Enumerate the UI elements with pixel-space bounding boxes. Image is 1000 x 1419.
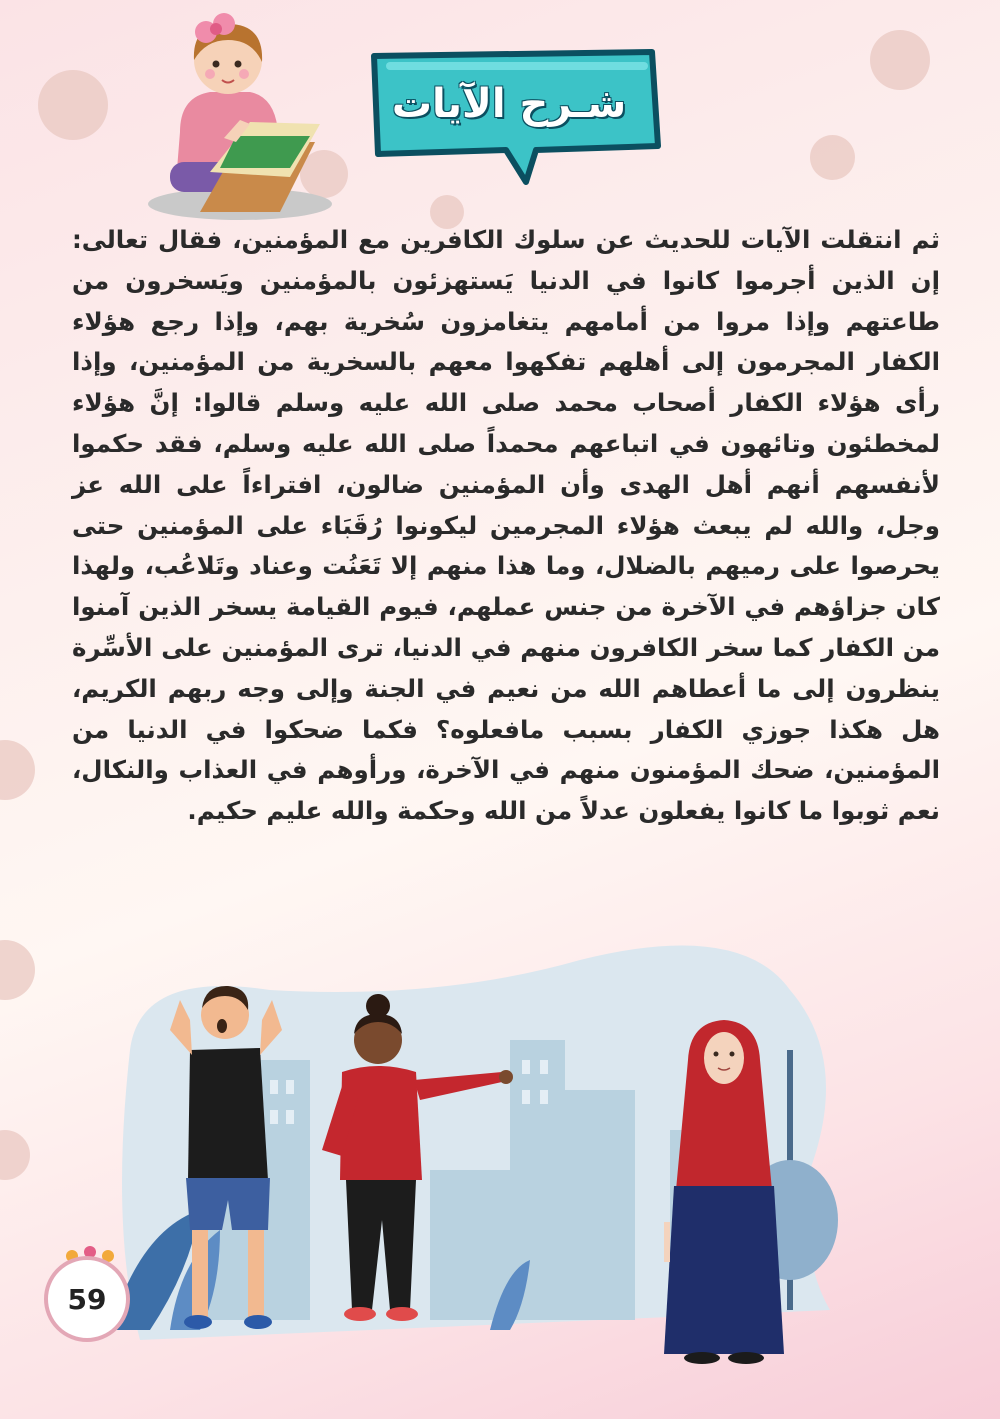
- page-number: 59: [44, 1256, 130, 1342]
- decor-dot: [0, 1130, 30, 1180]
- girl-reading-quran-illustration: [140, 12, 340, 222]
- decor-dot: [870, 30, 930, 90]
- page-title: شـرح الآيات: [391, 81, 627, 127]
- decor-dot: [810, 135, 855, 180]
- explanation-text: [72, 220, 940, 832]
- paragraph: ثم انتقلت الآيات للحديث عن سلوك الكافرين مع المؤمنين، فقال تعالى: إن الذين أجرموا كانوا في الدنيا يَستهزئون بالمؤمنين ويَسخرون من طاعتهم وإذا مروا من أمامهم يتغامزون سُخرية بهم، وإذا رجع هؤلاء الكفار المجرمون إلى أهلهم تفكهوا معهم بالسخرية من المؤمنين، وإذا رأى هؤلاء الكفار أصحاب محمد صلى الله عليه وسلم قالوا: إنَّ هؤلاء لمخطئون وتائهون في اتباعهم محمداً صلى الله عليه وسلم، فقد حكموا لأنفسهم أنهم أهل الهدى وأن المؤمنين ضالون، افتراءاً على الله عز وجل، والله لم يبعث هؤلاء المجرمين ليكونوا رُقَبَاء على المؤمنين حتى يحرصوا على رميهم بالضلال، وما هذا منهم إلا تَعَنُت وعناد وتَلاعُب، ولهذا كان جزاؤهم في الآخرة من جنس عملهم، فيوم القيامة يسخر الذين آمنوا من الكفار كما سخر الكافرون منهم في الدنيا، ترى المؤمنين على الأسِّرة ينظرون إلى ما أعطاهم الله من نعيم في الجنة وإلى وجه ربهم الكريم، هل هكذا جوزي الكفار بسبب مافعلوه؟ فكما ضحكوا في الدنيا من المؤمنين، ضحك المؤمنون منهم في الآخرة، ورأوهم في العذاب والنكال، نعم ثوبوا ما كانوا يفعلون عدلاً من الله وحكمة والله عليم حكيم.: [72, 225, 940, 826]
- decor-dot: [0, 740, 35, 800]
- children-and-woman-illustration: [110, 930, 870, 1400]
- decor-dot: [38, 70, 108, 140]
- decor-dot: [0, 940, 35, 1000]
